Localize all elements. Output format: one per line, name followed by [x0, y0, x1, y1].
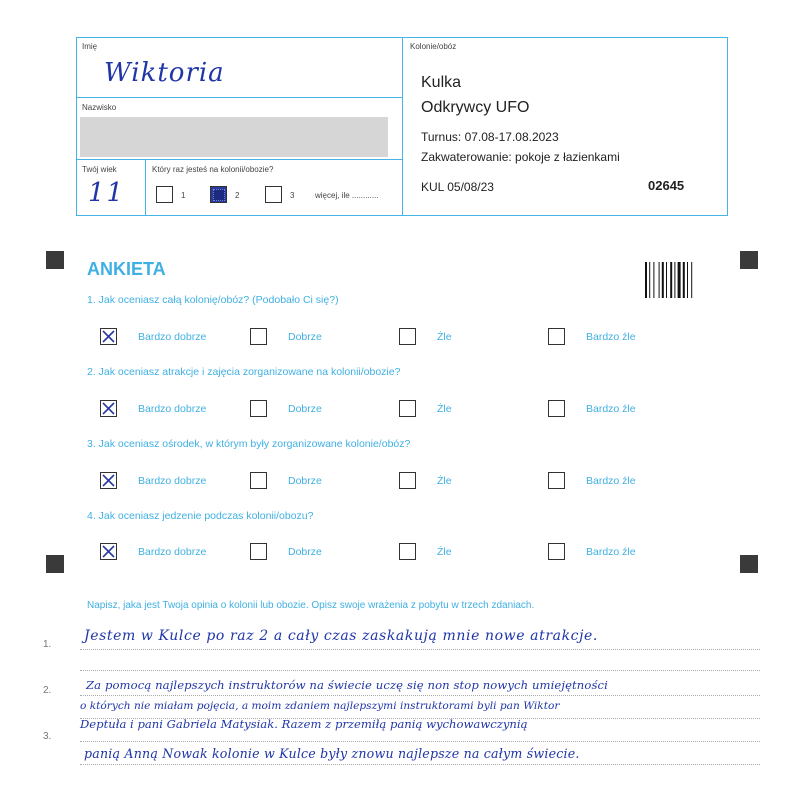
camp-program: Odkrywcy UFO: [421, 99, 530, 116]
q2-option-3-label: Źle: [437, 403, 452, 415]
registration-marker-bottom-left: [46, 555, 64, 573]
writing-line: [80, 649, 760, 650]
opinion-prompt: Napisz, jaka jest Twoja opinia o kolonii lub obozie. Opisz swoje wrażenia z pobytu w trzech zdaniach.: [87, 600, 535, 611]
camp-name: Kulka: [421, 74, 462, 91]
q3-option-2-checkbox[interactable]: [250, 472, 267, 489]
header-divider-1: [76, 97, 402, 98]
last-name-redacted: [80, 117, 388, 157]
which-time-more-label: więcej, ile ............: [315, 191, 379, 200]
which-time-label: Który raz jesteś na kolonii/obozie?: [152, 165, 274, 174]
writing-line: [80, 764, 760, 765]
q3-option-3-checkbox[interactable]: [399, 472, 416, 489]
age-value[interactable]: 11: [88, 178, 126, 208]
checkbox-fill-mark: [213, 189, 225, 201]
writing-line: [80, 670, 760, 671]
first-name-label: Imię: [82, 42, 98, 51]
check-cross-icon: [100, 400, 117, 417]
q1-option-2-label: Dobrze: [288, 331, 322, 343]
q4-option-2-checkbox[interactable]: [250, 543, 267, 560]
q4-option-1-checkbox[interactable]: [100, 543, 117, 560]
q3-option-1-label: Bardzo dobrze: [138, 475, 207, 487]
q1-option-4-label: Bardzo źle: [586, 331, 636, 343]
handwritten-line-5[interactable]: panią Anną Nowak kolonie w Kulce były znowu najlepsze na całym świecie.: [84, 746, 580, 761]
survey-title: ANKIETA: [87, 259, 166, 279]
q2-option-3-checkbox[interactable]: [399, 400, 416, 417]
question-1-text: 1. Jak oceniasz całą kolonię/obóz? (Podobało Ci się?): [87, 294, 339, 306]
which-time-option-1-checkbox[interactable]: [156, 186, 173, 203]
q3-option-3-label: Źle: [437, 475, 452, 487]
check-cross-icon: [100, 472, 117, 489]
q1-option-3-label: Źle: [437, 331, 452, 343]
q1-option-4-checkbox[interactable]: [548, 328, 565, 345]
first-name-value[interactable]: Wiktoria: [104, 58, 225, 88]
age-label: Twój wiek: [82, 165, 117, 174]
q3-option-4-checkbox[interactable]: [548, 472, 565, 489]
handwritten-line-2[interactable]: Za pomocą najlepszych instruktorów na świecie uczę się non stop nowych umiejętności: [86, 678, 608, 692]
q4-option-4-label: Bardzo źle: [586, 546, 636, 558]
q4-option-4-checkbox[interactable]: [548, 543, 565, 560]
q2-option-2-label: Dobrze: [288, 403, 322, 415]
registration-marker-top-right: [740, 251, 758, 269]
q4-option-3-label: Źle: [437, 546, 452, 558]
q3-option-4-label: Bardzo źle: [586, 475, 636, 487]
handwritten-line-4[interactable]: Deptuła i pani Gabriela Matysiak. Razem z przemiłą panią wychowawczynią: [80, 717, 528, 731]
q4-option-3-checkbox[interactable]: [399, 543, 416, 560]
question-2-text: 2. Jak oceniasz atrakcje i zajęcia zorganizowane na kolonii/obozie?: [87, 366, 401, 378]
line-number-3: 3.: [43, 731, 52, 742]
q2-option-4-checkbox[interactable]: [548, 400, 565, 417]
camp-label: Kolonie/obóz: [410, 42, 457, 51]
which-time-option-2-checkbox[interactable]: [210, 186, 227, 203]
camp-accommodation: Zakwaterowanie: pokoje z łazienkami: [421, 150, 620, 164]
which-time-option-3-checkbox[interactable]: [265, 186, 282, 203]
q2-option-1-checkbox[interactable]: [100, 400, 117, 417]
q1-option-2-checkbox[interactable]: [250, 328, 267, 345]
header-divider-2: [76, 159, 402, 160]
barcode-icon: [645, 262, 701, 298]
q3-option-1-checkbox[interactable]: [100, 472, 117, 489]
q2-option-4-label: Bardzo źle: [586, 403, 636, 415]
camp-turnus: Turnus: 07.08-17.08.2023: [421, 130, 559, 144]
form-number: 02645: [648, 178, 685, 193]
which-time-option-3-label: 3: [290, 191, 295, 200]
q1-option-3-checkbox[interactable]: [399, 328, 416, 345]
question-3-text: 3. Jak oceniasz ośrodek, w którym były zorganizowane kolonie/obóz?: [87, 438, 411, 450]
handwritten-line-1[interactable]: Jestem w Kulce po raz 2 a cały czas zaskakują mnie nowe atrakcje.: [84, 628, 598, 644]
which-time-option-1-label: 1: [181, 191, 186, 200]
q1-option-1-label: Bardzo dobrze: [138, 331, 207, 343]
q2-option-1-label: Bardzo dobrze: [138, 403, 207, 415]
check-cross-icon: [100, 328, 117, 345]
registration-marker-bottom-right: [740, 555, 758, 573]
header-divider-vertical: [402, 37, 403, 216]
q3-option-2-label: Dobrze: [288, 475, 322, 487]
line-number-1: 1.: [43, 639, 52, 650]
q1-option-1-checkbox[interactable]: [100, 328, 117, 345]
check-cross-icon: [100, 543, 117, 560]
which-time-option-2-label: 2: [235, 191, 240, 200]
q4-option-1-label: Bardzo dobrze: [138, 546, 207, 558]
question-4-text: 4. Jak oceniasz jedzenie podczas kolonii/obozu?: [87, 510, 314, 522]
registration-marker-top-left: [46, 251, 64, 269]
camp-code: KUL 05/08/23: [421, 180, 494, 194]
handwritten-line-3[interactable]: o których nie miałam pojęcia, a moim zdaniem najlepszymi instruktorami byli pan Wiktor: [80, 700, 560, 712]
writing-line: [80, 695, 760, 696]
last-name-label: Nazwisko: [82, 103, 117, 112]
q4-option-2-label: Dobrze: [288, 546, 322, 558]
writing-line: [80, 741, 760, 742]
q2-option-2-checkbox[interactable]: [250, 400, 267, 417]
line-number-2: 2.: [43, 685, 52, 696]
header-divider-3: [145, 159, 146, 216]
